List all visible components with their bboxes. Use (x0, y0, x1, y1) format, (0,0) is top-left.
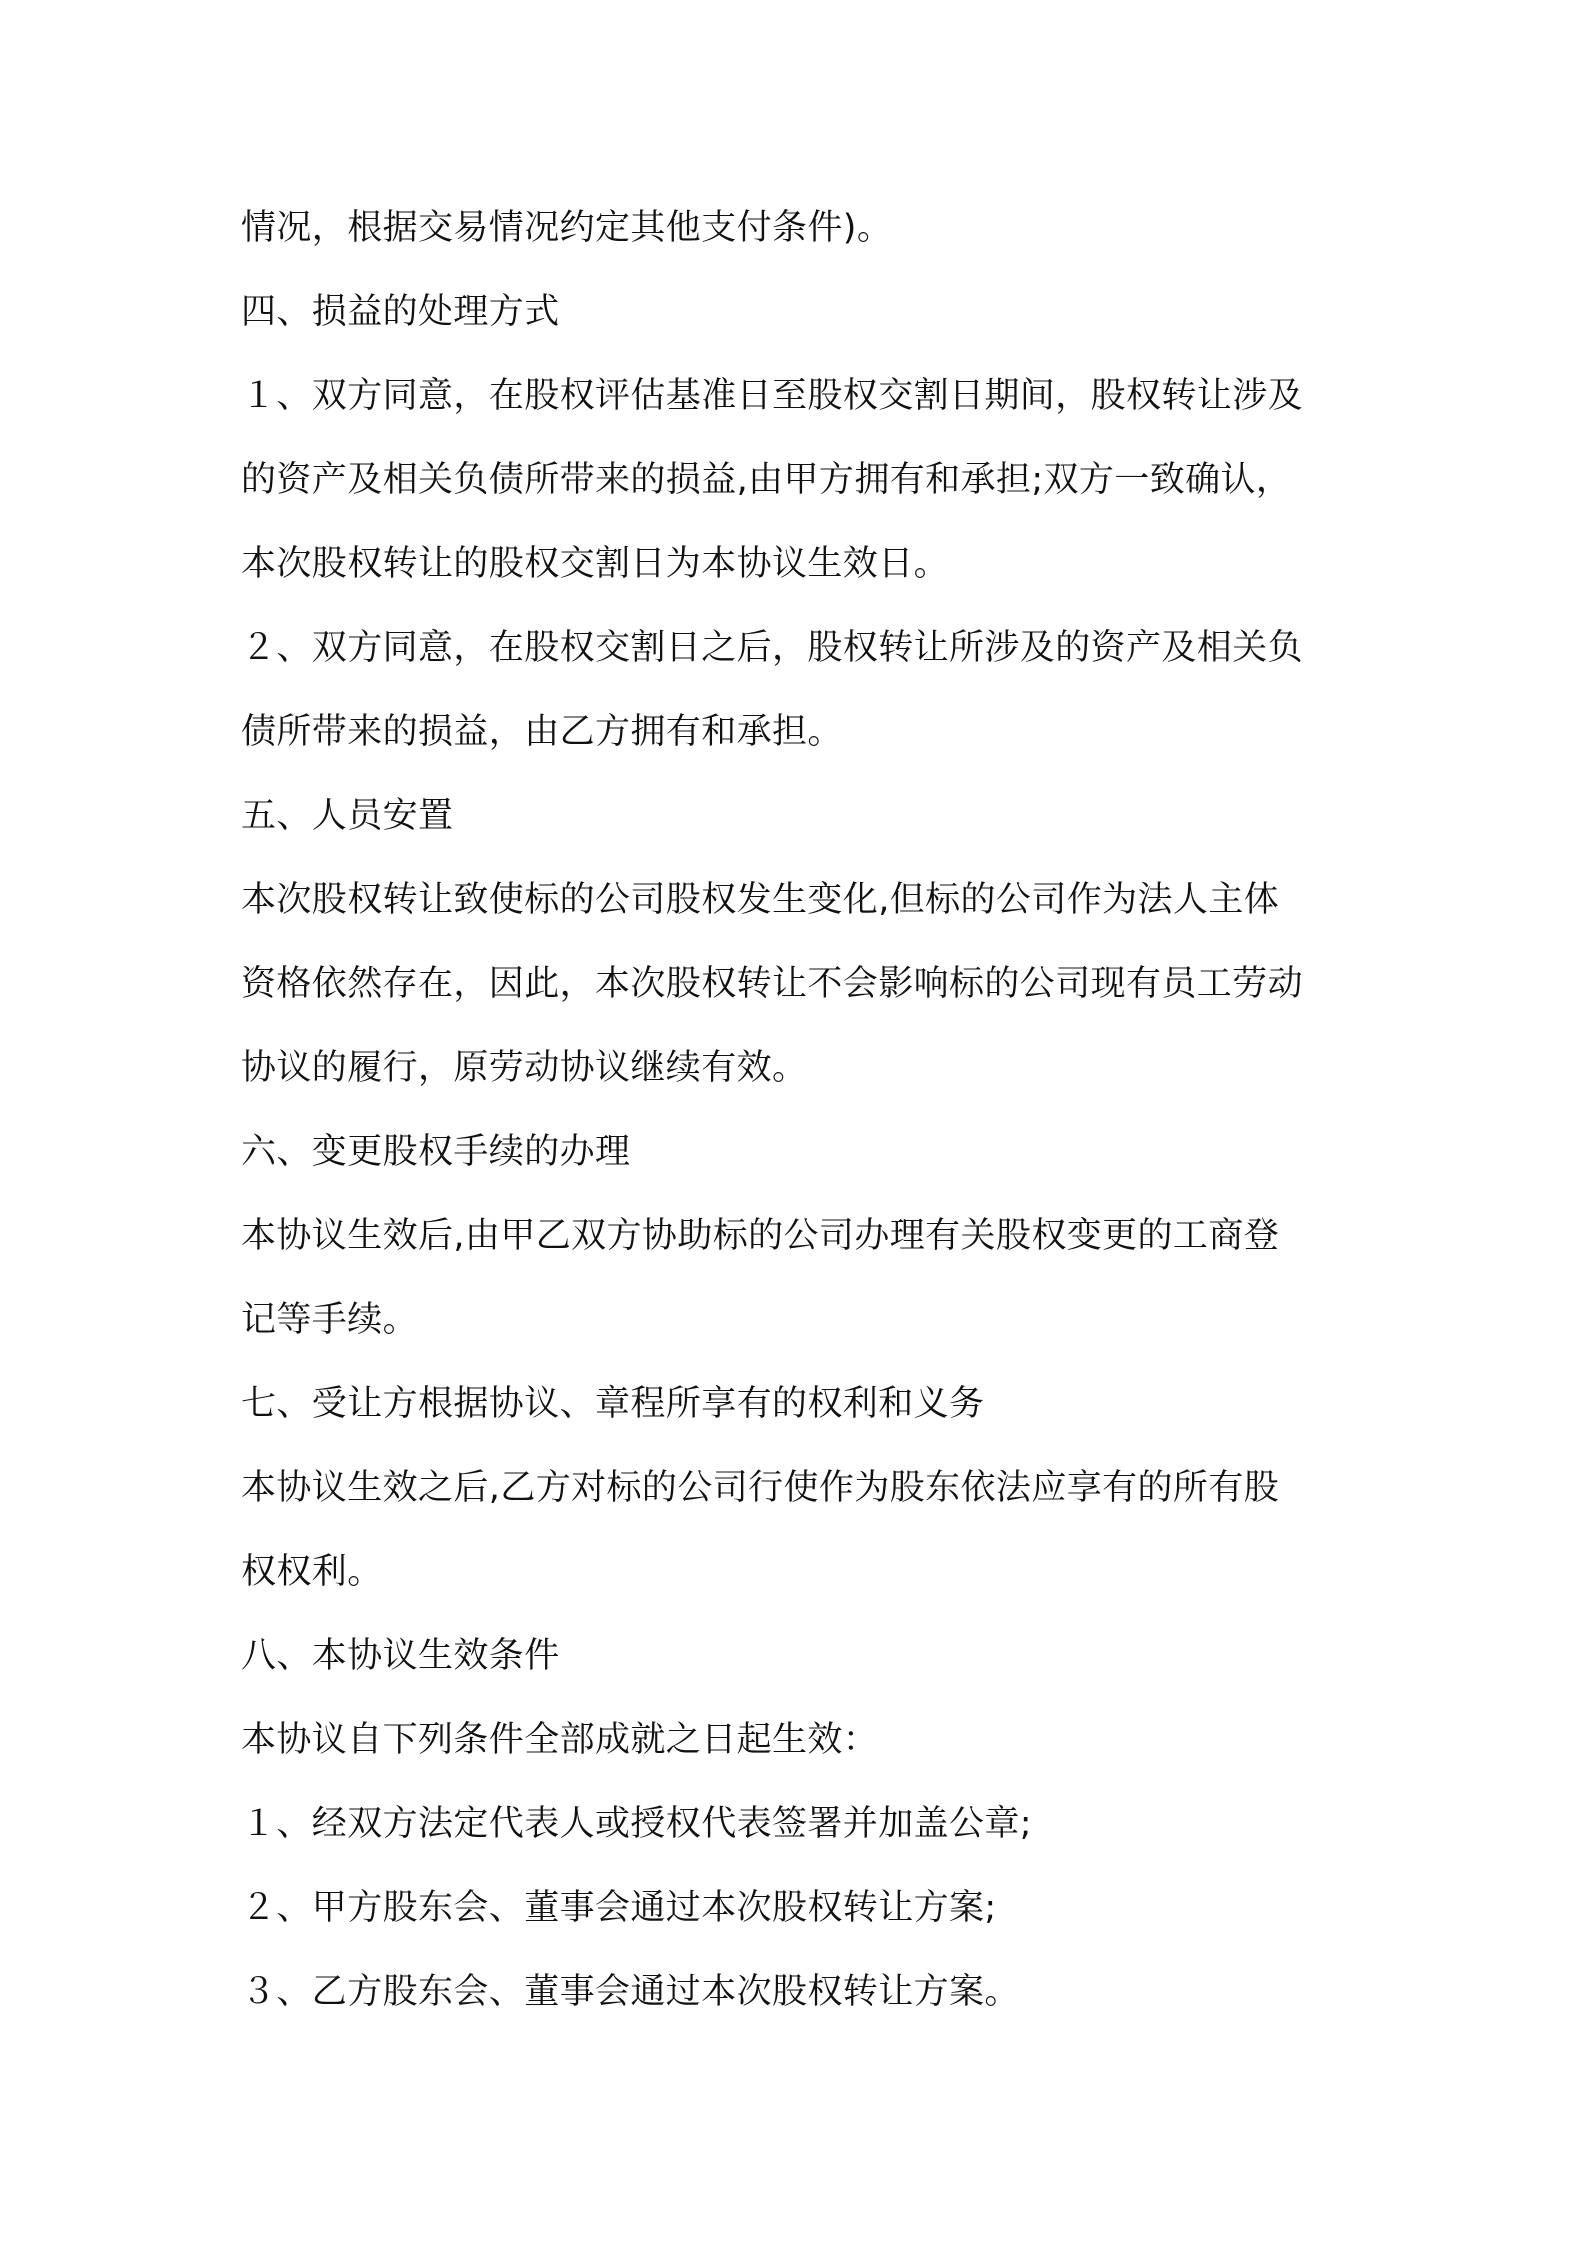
text-line: 本协议生效后,由甲乙双方协助标的公司办理有关股权变更的工商登 (241, 1216, 1280, 1256)
text-line: 的资产及相关负债所带来的损益,由甲方拥有和承担;双方一致确认， (241, 460, 1292, 500)
text-line: 本协议生效之后,乙方对标的公司行使作为股东依法应享有的所有股 (241, 1468, 1280, 1508)
list-item: ２、甲方股东会、董事会通过本次股权转让方案; (241, 1888, 997, 1928)
text-line: 本次股权转让的股权交割日为本协议生效日。 (241, 544, 950, 584)
text-line: 情况，根据交易情况约定其他支付条件)。 (241, 208, 893, 248)
text-line: 本协议自下列条件全部成就之日起生效： (241, 1720, 879, 1760)
text-line: 债所带来的损益，由乙方拥有和承担。 (241, 712, 843, 752)
section-heading: 七、受让方根据协议、章程所享有的权利和义务 (241, 1384, 985, 1424)
section-heading: 五、人员安置 (241, 796, 454, 836)
text-line: 资格依然存在，因此，本次股权转让不会影响标的公司现有员工劳动 (241, 964, 1304, 1004)
section-heading: 六、变更股权手续的办理 (241, 1132, 631, 1172)
text-line: 权权利。 (241, 1552, 383, 1592)
list-item: ３、乙方股东会、董事会通过本次股权转让方案。 (241, 1972, 1020, 2012)
section-heading: 八、本协议生效条件 (241, 1636, 560, 1676)
text-line: 本次股权转让致使标的公司股权发生变化,但标的公司作为法人主体 (241, 880, 1280, 920)
text-line: ２、双方同意，在股权交割日之后，股权转让所涉及的资产及相关负 (241, 628, 1304, 668)
text-line: １、双方同意，在股权评估基准日至股权交割日期间，股权转让涉及 (241, 376, 1304, 416)
section-heading: 四、损益的处理方式 (241, 292, 560, 332)
text-line: 记等手续。 (241, 1300, 419, 1340)
list-item: １、经双方法定代表人或授权代表签署并加盖公章; (241, 1804, 1032, 1844)
text-line: 协议的履行，原劳动协议继续有效。 (241, 1048, 808, 1088)
